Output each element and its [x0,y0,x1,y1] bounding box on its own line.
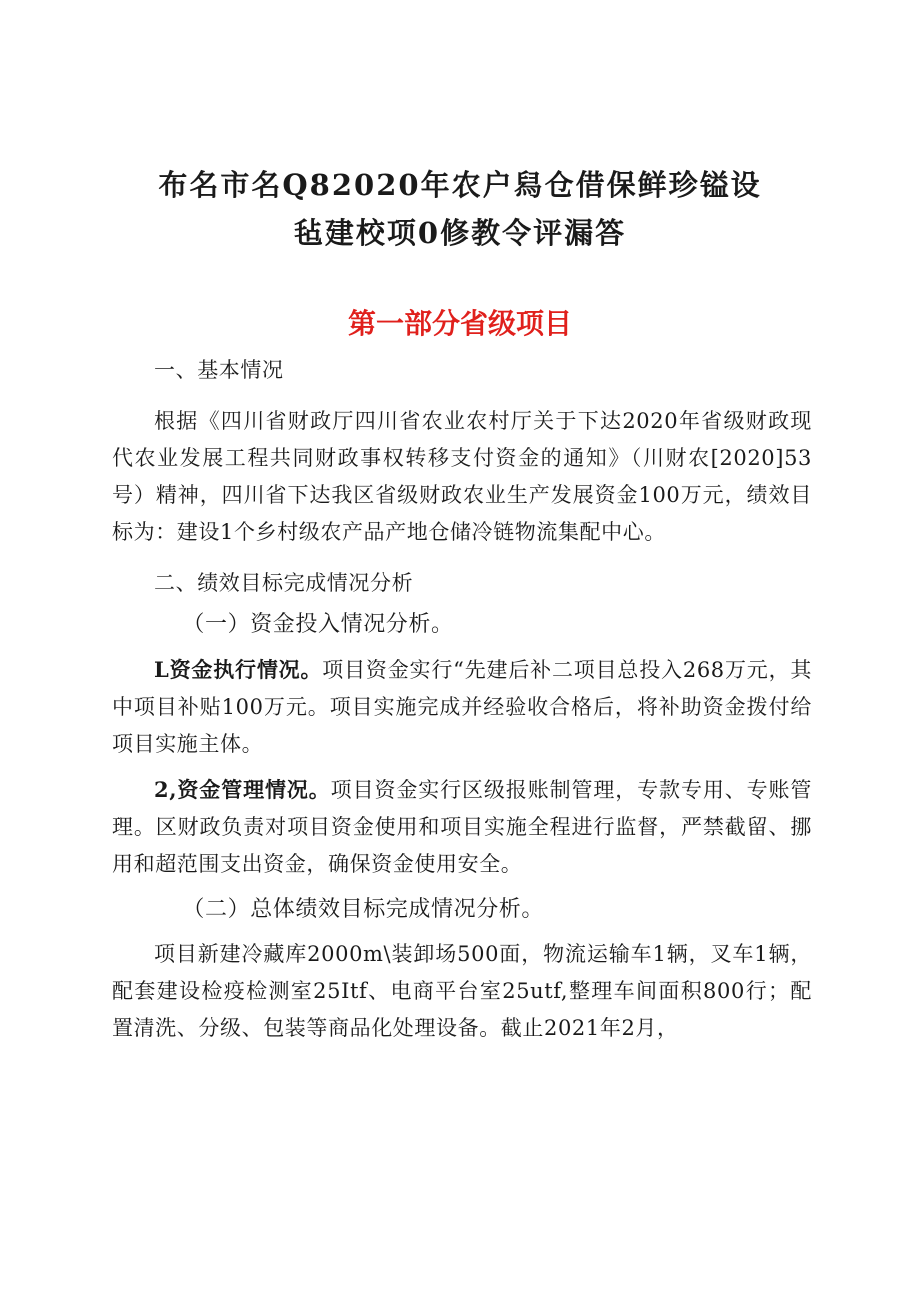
paragraph-overall-goals: 项目新建冷藏库2000m\装卸场500面，物流运输车1辆，叉车1辆，配套建设检疫检测室25Itf、电商平台室25utf,整理车间面积800行；配置清洗、分级、包装等商品化处理设备。截止2021年2月， [112,942,812,1040]
subsection-heading-fund-input: （一）资金投入情况分析。 [182,612,454,637]
paragraph-lead: 2,资金管理情况。 [154,777,331,802]
part-title: 第一部分省级项目 [347,307,572,340]
paragraph-basic-info: 根据《四川省财政厅四川省农业农村厅关于下达2020年省级财政现代农业发展工程共同财政事权转移支付资金的通知》（川财农[2020]53号）精神，四川省下达我区省级财政农业生产发展资金100万元，绩效目标为：建设1个乡村级农产品产地仓储冷链物流集配中心。 [112,409,812,544]
paragraph-text: 项目资金实行区级报账制管理，专款专用、专账管理。区财政负责对项目资金使用和项目实施全程进行监督，严禁截留、挪用和超范围支出资金，确保资金使用安全。 [112,778,813,876]
paragraph-fund-execution [112,651,812,763]
document-body [112,352,812,1047]
document-title-line-1: 布名市名Q82020年农户舄仓借保鲜珍镒设 [158,168,762,202]
spacer [112,643,812,651]
spacer [112,763,812,771]
spacer [112,389,812,403]
document-title-line-2: 毡建校项0修教令评漏答 [293,216,627,250]
section-heading-performance: 二、绩效目标完成情况分析 [154,571,414,595]
spacer [112,883,812,891]
section-heading-basic-info: 一、基本情况 [154,358,284,382]
paragraph-text: 项目资金实行“先建后补二项目总投入268万元，其中项目补贴100万元。项目实施完成并经验收合格后，将补助资金拨付给项目实施主体。 [112,658,812,756]
paragraph-lead: L资金执行情况。 [154,657,323,682]
paragraph-fund-management [112,771,812,883]
subsection-heading-overall-goals: （二）总体绩效目标完成情况分析。 [182,897,544,922]
spacer [112,928,812,936]
spacer [112,551,812,565]
